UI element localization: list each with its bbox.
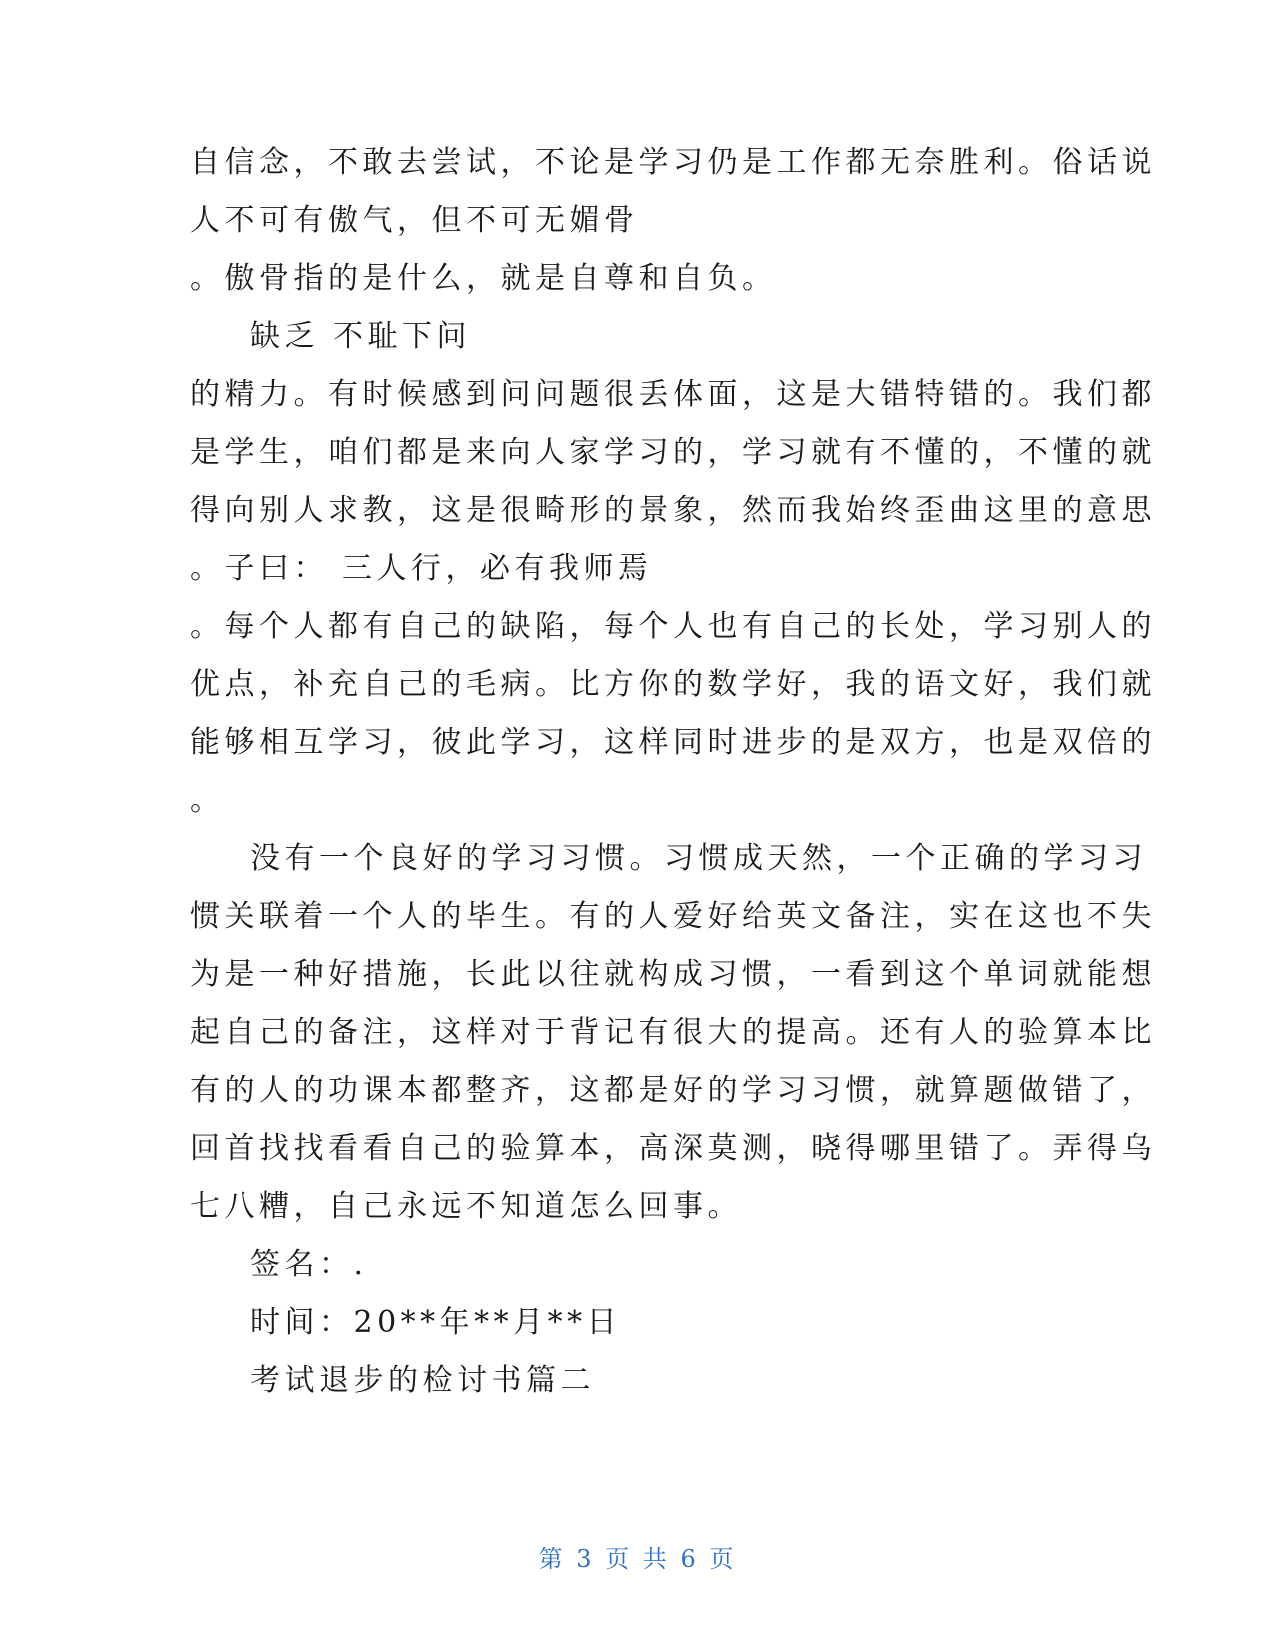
text-line: 没有一个良好的学习习惯。习惯成天然，一个正确的学习习 <box>250 841 1147 876</box>
text-line: 。 <box>190 783 225 818</box>
text-line: 回首找找看看自己的验算本，高深莫测，晓得哪里错了。弄得乌 <box>190 1131 1156 1166</box>
text-line: 缺乏 不耻下问 <box>250 319 472 354</box>
page-number-footer: 第 3 页 共 6 页 <box>538 1545 737 1573</box>
text-line: 是学生，咱们都是来向人家学习的，学习就有不懂的，不懂的就 <box>190 435 1156 470</box>
text-line: 。傲骨指的是什么，就是自尊和自负。 <box>190 261 777 296</box>
date-line: 时间：20**年**月**日 <box>250 1305 622 1340</box>
text-line: 起自己的备注，这样对于背记有很大的提高。还有人的验算本比 <box>190 1015 1156 1050</box>
text-line: 为是一种好措施，长此以往就构成习惯，一看到这个单词就能想 <box>190 957 1156 992</box>
text-line: 优点，补充自己的毛病。比方你的数学好，我的语文好，我们就 <box>190 667 1156 702</box>
text-line: 惯关联着一个人的毕生。有的人爱好给英文备注，实在这也不失 <box>190 899 1156 934</box>
text-line: 。子曰： 三人行，必有我师焉 <box>190 551 653 586</box>
text-line: 得向别人求教，这是很畸形的景象，然而我始终歪曲这里的意思 <box>190 493 1156 528</box>
text-line: 人不可有傲气，但不可无媚骨 <box>190 203 639 238</box>
text-line: 。每个人都有自己的缺陷，每个人也有自己的长处，学习别人的 <box>190 609 1156 644</box>
text-line: 自信念，不敢去尝试，不论是学习仍是工作都无奈胜利。俗话说 <box>190 145 1156 180</box>
text-line: 七八糟，自己永远不知道怎么回事。 <box>190 1189 742 1224</box>
text-line: 有的人的功课本都整齐，这都是好的学习习惯，就算题做错了， <box>190 1073 1156 1108</box>
signature-line: 签名：. <box>250 1247 368 1282</box>
text-line: 能够相互学习，彼此学习，这样同时进步的是双方，也是双倍的 <box>190 725 1156 760</box>
section-heading: 考试退步的检讨书篇二 <box>250 1363 595 1398</box>
text-line: 的精力。有时候感到问问题很丢体面，这是大错特错的。我们都 <box>190 377 1156 412</box>
